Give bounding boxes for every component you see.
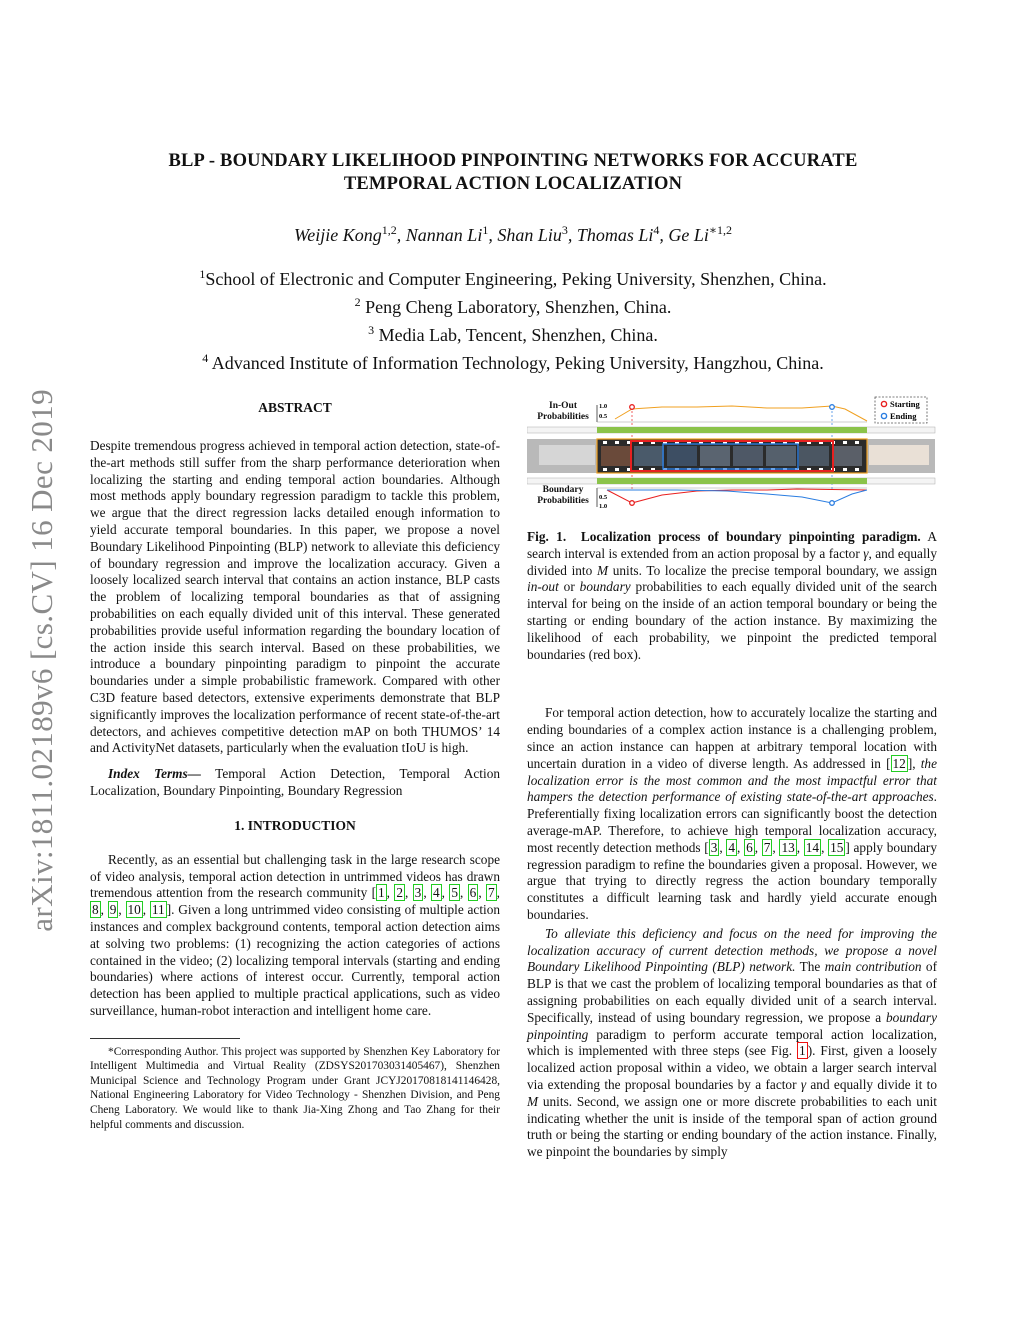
index-terms-label: Index Terms— <box>108 766 201 782</box>
emphasis-text: To alleviate this deficiency and focus on the need for improving the localization accuracy of current detection methods, we propose a novel Boundary Likelihood Pinpointing (BLP) network. <box>527 925 937 975</box>
abstract-text: Despite tremendous progress achieved in temporal action detection, state-of-the-art methods still suffer from the sharp performance deterioration when localizing the starting and ending temporal action boundaries. Although most methods apply boundary regression paradigm to tackle this problem, we argue that the direct regression lacks detailed enough information to yield accurate temporal boundaries. In this paper, we propose a novel Boundary Likelihood Pinpointing (BLP) network to alleviate this deficiency of boundary regression and improve the localization accuracy. Given a loosely localized search interval that contains an action instance, BLP casts the problem of localizing temporal boundaries as that of assigning probabilities on each equally divided unit of this interval. These generated probabilities provide useful information regarding the boundary location of the action inside this search interval. Based on these probabilities, we introduce a boundary pinpointing paradigm to pinpoint the accurate boundaries under a simple probabilistic framework. Compared with other C3D feature based detectors, extensive experiments demonstrate that BLP significantly improves the localization performance of recent state-of-the-art detectors, and achieves competitive detection mAP on both THUMOS’ 14 and ActivityNet datasets, particularly when the evaluation tIoU is high. <box>90 438 500 756</box>
frame-bg-right <box>869 445 929 465</box>
arxiv-identifier <box>12 355 72 965</box>
citation-link[interactable]: 10 <box>127 902 141 918</box>
inout-end-marker <box>830 405 835 410</box>
starting-prob-curve <box>607 489 867 503</box>
citation-link[interactable]: 13 <box>781 839 795 855</box>
footnote-divider <box>90 1038 240 1039</box>
legend-ending-label: Ending <box>890 411 917 421</box>
inout-tick-hi: 1.0 <box>599 403 608 410</box>
author-name: Nannan Li <box>405 225 483 245</box>
figure-reference-link[interactable]: 1 <box>799 1043 806 1059</box>
intro-paragraph-1: Recently, as an essential but challenging task in the large research scope of video analysis, temporal action detection in untrimmed videos has drawn tremendous attention from the research community [ 1 , 2 , 3 , 4 , 5 , 6 , 7 , 8 , 9 , 10 , 11 ]. Given a long untrimmed video consisting of multiple action instances and complex background contents, temporal action detection aims at solving two problems: (1) recognizing the action categories of actions contained in the video; (2) localizing temporal intervals (starting and ending boundaries) where actions of interest occur. Currently, temporal action detection has been applied to multiple practical applications, such as video surveillance, human-robot interaction and intelligent home care. <box>90 851 501 1018</box>
intro-paragraph-2: For temporal action detection, how to accurately localize the starting and ending boundaries of a complex action instance is a challenging problem, since an action instance can happen at arbitrary temporal location with uncertain duration in a video of diverse length. As addressed in [ 12 ], the localization error is the most common and the most impactful error that hampers the detection performance of existing state-of-the-art approaches. Preferentially fixing localization errors can significantly boost the detection average-mAP. Therefore, to achieve high temporal localization accuracy, most recently detection methods [ 3 , 4 , 6 , 7 , 13 , 14 , 15 ] apply boundary regression paradigm to refine the boundaries given a proposal. However, we argue that trying to directly regress the action boundary temporally constitutes a difficult learning task and hardly yield accurate enough boundaries. <box>527 705 937 922</box>
paper-title <box>90 150 936 196</box>
legend-starting-marker <box>881 401 886 406</box>
caption-text: A search interval is extended from an action proposal by a factor γ, and equally divided into M units. To localize the precise temporal boundary, we assign in-out or boundary probabilities to each equally divided unit of the search interval for being on the inside of an action temporal boundary or being the starting or ending boundary of the action instance. By maximizing the likelihood of each probability, we pinpoint the predicted temporal boundaries (red box). <box>527 529 938 662</box>
author-sup: ∗1,2 <box>708 223 733 237</box>
citation-link[interactable]: 5 <box>451 885 458 901</box>
intro-paragraph-3: To alleviate this deficiency and focus on the need for improving the localization accuracy of current detection methods, we propose a novel Boundary Likelihood Pinpointing (BLP) network. The main contribution of BLP is that we cast the problem of localizing temporal boundaries as that of assigning probabilities on each equally divided unit of a search interval. Specifically, instead of using boundary regression, we propose a boundary pinpointing paradigm to perform accurate temporal action localization, which is implemented with three steps (see Fig. 1 ). First, given a loosely localized action proposal within a video, we obtain a larger search interval via extending the proposal boundaries by a factor γ and equally divide it to M units. Second, we assign one or more discrete probabilities to each unit indicating whether the unit is inside of the temporal span of action ground truth or being the starting or ending boundary of the action instance. Finally, we pinpoint the boundaries by simply <box>527 925 937 1160</box>
affiliation: $^2$ Peng Cheng Laboratory, Shenzhen, China. <box>354 295 672 317</box>
right-column <box>527 395 937 1161</box>
citation-link[interactable]: 3 <box>710 839 718 855</box>
emphasis-text: M <box>596 562 609 578</box>
boundary-start-marker <box>630 501 635 506</box>
author-sup: 3 <box>561 223 568 237</box>
emphasis-text: boundary <box>579 579 631 595</box>
inout-tick-mid: 0.5 <box>599 413 608 420</box>
left-column <box>90 400 500 1132</box>
author-sup: 1 <box>482 223 489 237</box>
author-name: Weijie Kong <box>293 225 382 245</box>
citation-link[interactable]: 8 <box>92 902 99 918</box>
citation-link[interactable]: 11 <box>151 902 165 918</box>
author <box>668 225 732 245</box>
index-terms <box>90 766 500 800</box>
boundary-tick-mid: 0.5 <box>599 494 608 501</box>
citation-link[interactable]: 4 <box>728 839 736 855</box>
emphasis-text: γ <box>863 545 869 561</box>
citation-link[interactable]: 4 <box>433 885 440 901</box>
legend-ending-marker <box>881 413 886 418</box>
paper-title-line-1: BLP - BOUNDARY LIKELIHOOD PINPOINTING NETWORKS FOR ACCURATE <box>168 151 858 171</box>
citation-link[interactable]: 15 <box>830 839 844 855</box>
citation-link[interactable]: 7 <box>763 839 771 855</box>
figure-1 <box>527 395 937 515</box>
author: Weijie Kong$^{1,2}$, <box>293 223 406 245</box>
figure-1-caption: Fig. 1. Localization process of boundary pinpointing paradigm. A search interval is extended from an action proposal by a factor γ, and equally divided into M units. To localize the precise temporal boundary, we assign in-out or boundary probabilities to each equally divided unit of the search interval for being on the inside of an action temporal boundary or being the starting or ending boundary of the action instance. By maximizing the likelihood of each probability, we pinpoint the predicted temporal boundaries (red box). <box>527 529 938 662</box>
emphasis-text: M <box>527 1093 539 1109</box>
citation-link[interactable]: 1 <box>378 885 385 901</box>
boundary-probabilities-label: Boundary Probabilities <box>537 485 589 506</box>
citation-link[interactable]: 2 <box>396 885 403 901</box>
footnote: *Corresponding Author. This project was supported by Shenzhen Key Laboratory for Intelligent Multimedia and Virtual Reality (ZDSYS201703031405467), Shenzhen Municipal Science and Technology Program under Grant JCYJ20170818141146428, National Engineering Laboratory for Video Technology - Shenzhen Division, and Peng Cheng Laboratory. We would like to thank Jia-Xing Zhong and Tao Zhang for their helpful comments and discussion. <box>90 1045 500 1131</box>
citation-link[interactable]: 9 <box>109 902 117 918</box>
abstract-heading: ABSTRACT <box>258 400 332 415</box>
boundary-end-marker <box>830 501 835 506</box>
author-sup: 1,2 <box>381 223 397 237</box>
introduction-heading: 1. INTRODUCTION <box>234 817 356 833</box>
index-terms-text: Temporal Action Detection, Temporal Action Localization, Boundary Pinpointing, Boundary Regression <box>90 766 500 798</box>
author-name: Shan Liu <box>497 225 562 245</box>
inout-probabilities-label: In-Out Probabilities <box>537 401 589 422</box>
author-sup: 4 <box>653 223 660 237</box>
emphasis-text: main contribution <box>824 959 922 975</box>
author: Nannan Li$^1$, <box>405 223 498 245</box>
affiliation-list <box>90 263 936 375</box>
citation-link[interactable]: 6 <box>746 839 753 855</box>
caption-title: Localization process of boundary pinpointing paradigm. <box>580 529 921 544</box>
citation-link[interactable]: 7 <box>487 885 495 901</box>
inout-curve <box>615 406 867 421</box>
author-list <box>90 223 936 246</box>
search-interval-bottom-bar <box>597 478 867 484</box>
boundary-tick-hi: 1.0 <box>599 503 608 510</box>
frame-bg-left <box>539 445 595 465</box>
search-interval-top-bar <box>597 427 867 433</box>
author: Shan Liu$^3$, <box>497 223 577 245</box>
emphasis-text: γ <box>800 1076 807 1092</box>
citation-link[interactable]: 3 <box>414 885 422 901</box>
citation-link[interactable]: 14 <box>805 839 820 855</box>
citation-link[interactable]: 6 <box>469 885 477 901</box>
legend-starting-label: Starting <box>890 399 920 409</box>
author-name: Thomas Li <box>576 225 654 245</box>
ending-prob-curve <box>607 490 867 503</box>
caption-label: Fig. 1 <box>527 529 563 544</box>
emphasis-text: in-out <box>527 579 559 595</box>
affiliation: $^4$ Advanced Institute of Information Technology, Peking University, Hangzhou, China. <box>202 351 824 373</box>
emphasis-text: the localization error is the most common and the most impactful error that hampers the detection performance of existing state-of-the-art approaches <box>527 755 937 805</box>
paper-header <box>90 150 936 375</box>
emphasis-text: boundary pinpointing <box>527 1009 937 1042</box>
paper-title-line-2: TEMPORAL ACTION LOCALIZATION <box>343 174 683 194</box>
author: Thomas Li$^4$, <box>576 223 669 245</box>
affiliation: $^3$ Media Lab, Tencent, Shenzhen, China. <box>368 323 658 345</box>
citation-link[interactable]: 12 <box>892 755 906 771</box>
inout-start-marker <box>630 405 635 410</box>
author-name: Ge Li <box>668 225 709 245</box>
affiliation: $^1$School of Electronic and Computer Engineering, Peking University, Shenzhen, China. <box>199 267 827 289</box>
arxiv-identifier-text: arXiv:1811.02189v6 [cs.CV] 16 Dec 2019 <box>24 388 59 932</box>
